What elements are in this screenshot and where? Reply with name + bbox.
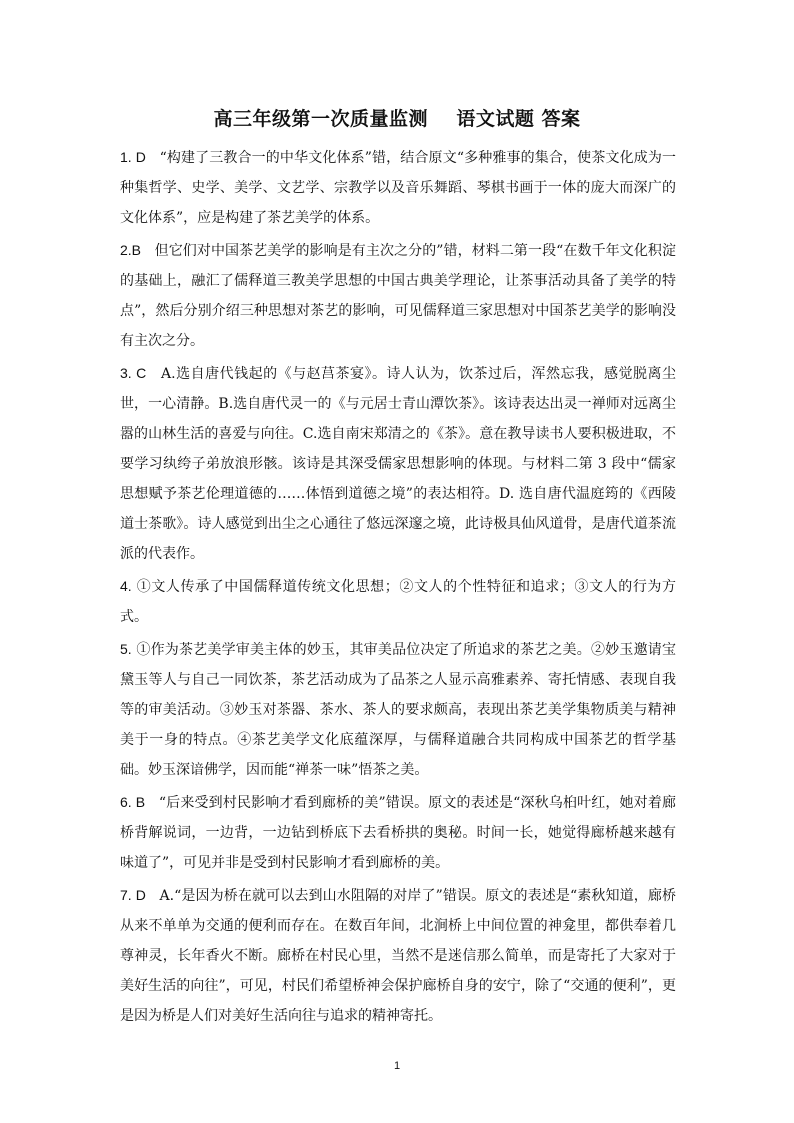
page-title: 高三年级第一次质量监测 语文试题 答案 — [213, 108, 581, 130]
answer-number: 7. D — [120, 887, 146, 903]
answer-number: 5. — [120, 641, 132, 657]
answer-text: 但它们对中国茶艺美学的影响是有主次之分的”错，材料二第一段“在数千年文化积淀的基础上，融汇了儒释道三教美学思想的中国古典美学理论，让茶事活动具备了美学的特点”，然后分别介绍三种思想对茶艺的影响，可见儒释道三家思想对中国茶艺美学的影响没有主次之分。 — [120, 243, 677, 349]
answer-text: “后来受到村民影响才看到廊桥的美”错误。原文的表述是“深秋乌桕叶红，她对着廊桥背解说词，一边背，一边钻到桥底下去看桥拱的奥秘。时间一长，她觉得廊桥越来越有味道了”，可见并非是受到村民影响才看到廊桥的美。 — [120, 795, 676, 871]
answer-text: ①文人传承了中国儒释道传统文化思想；②文人的个性特征和追求；③文人的行为方式。 — [120, 579, 677, 625]
answer-item-5 — [120, 634, 676, 785]
answer-item-2 — [120, 235, 676, 356]
answer-text: ①作为茶艺美学审美主体的妙玉，其审美品位决定了所追求的茶艺之美。②妙玉邀请宝黛玉等人与自己一同饮茶，茶艺活动成为了品茶之人显示高雅素养、寄托情感、表现自我等的审美活动。③妙玉对茶器、茶水、茶人的要求颇高，表现出茶艺美学集物质美与精神美于一身的特点。④茶艺美学文化底蕴深厚，与儒释道融合共同构成中国茶艺的哲学基础。妙玉深谙佛学，因而能“禅茶一味”悟茶之美。 — [120, 642, 677, 778]
answer-number: 4. — [120, 578, 132, 594]
answer-list — [120, 142, 676, 1033]
answer-number: 3. C — [120, 365, 147, 381]
answer-item-7 — [120, 880, 676, 1031]
answer-number: 1. D — [120, 149, 146, 165]
answer-item-1 — [120, 142, 676, 233]
answer-text: “构建了三教合一的中华文化体系”错，结合原文“多种雅事的集合，使茶文化成为一种集哲学、史学、美学、文艺学、宗教学以及音乐舞蹈、琴棋书画于一体的庞大而深广的文化体系”，应是构建了茶艺美学的体系。 — [120, 150, 676, 226]
answer-text: A.“是因为桥在就可以去到山水阻隔的对岸了”错误。原文的表述是“素秋知道，廊桥从来不单单为交通的便利而存在。在数百年间，北涧桥上中间位置的神龛里，都供奉着几尊神灵，长年香火不断。廊桥在村民心里，当然不是迷信那么简单，而是寄托了大家对于美好生活的向往”，可见，村民们希望桥神会保护廊桥自身的安宁，除了“交通的便利”，更是因为桥是人们对美好生活向往与追求的精神寄托。 — [120, 888, 677, 1024]
answer-item-4 — [120, 571, 676, 632]
page-number: 1 — [393, 1060, 401, 1072]
answer-item-3 — [120, 358, 676, 569]
answer-text: A.选自唐代钱起的《与赵莒茶宴》。诗人认为，饮茶过后，浑然忘我，感觉脱离尘世，一心清静。B.选自唐代灵一的《与元居士青山潭饮茶》。该诗表达出灵一禅师对远离尘嚣的山林生活的喜爱与向往。C.选自南宋郑清之的《茶》。意在教导读书人要积极进取，不要学习纨绔子弟放浪形骸。该诗是其深受儒家思想影响的体现。与材料二第 3 段中“儒家思想赋予茶艺伦理道德的……体悟到道德之境”的表达相符。D. 选自唐代温庭筠的《西陵道士茶歌》。诗人感觉到出尘之心通往了悠远深邃之境，此诗极具仙风道骨，是唐代道茶流派的代表作。 — [120, 366, 676, 562]
answer-item-6 — [120, 787, 676, 878]
answer-number: 2.B — [120, 242, 142, 258]
answer-number: 6. B — [120, 794, 146, 810]
